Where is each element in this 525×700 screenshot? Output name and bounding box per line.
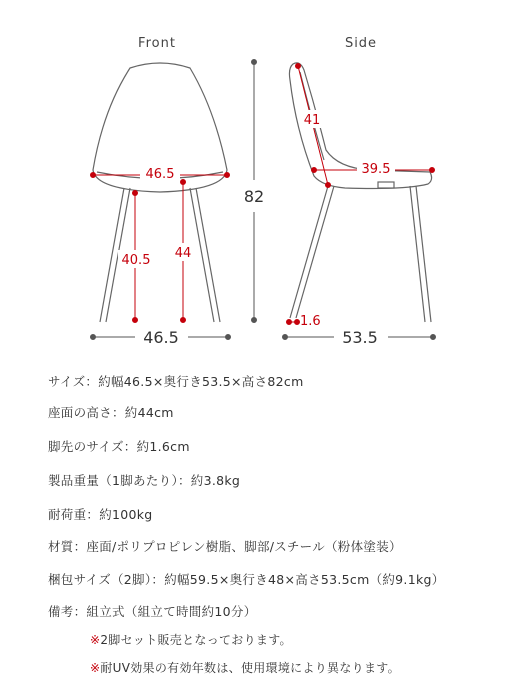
side-view-label: Side — [344, 36, 378, 51]
spec-material: 材質：座面/ポリプロピレン樹脂、脚部/スチール（粉体塗装） — [48, 539, 402, 554]
spec-package-size: 梱包サイズ（2脚）：約幅59.5×奥行き48×高さ53.5cm（約9.1kg） — [48, 572, 445, 587]
front-leg-height-dot-bottom — [133, 318, 138, 323]
front-red-dimensions — [91, 173, 230, 323]
note-set-sale — [90, 631, 292, 648]
side-total-depth-label: 53.5 — [342, 328, 378, 347]
note-text: 2脚セット販売となっております。 — [100, 633, 292, 647]
front-leg-height-dot-top — [133, 191, 138, 196]
side-red-dimensions — [287, 64, 435, 325]
front-seat-width-label: 46.5 — [145, 167, 175, 182]
front-total-width-label: 46.5 — [143, 328, 179, 347]
side-leg-front-2 — [296, 186, 334, 318]
front-leg-right-outer — [196, 188, 220, 322]
side-seat-bracket — [378, 182, 394, 188]
front-seat-width-dot-right — [225, 173, 230, 178]
spec-weight: 製品重量（1脚あたり）：約3.8kg — [48, 473, 241, 488]
front-seat-height-dot-bottom — [181, 318, 186, 323]
spec-remarks: 備考：組立式（組立て時間約10分） — [48, 604, 257, 619]
front-seat-width-dot-left — [91, 173, 96, 178]
front-seat-height-label: 44 — [174, 246, 192, 261]
spec-load-capacity: 耐荷重：約100kg — [48, 507, 153, 522]
note-uv — [90, 659, 400, 676]
side-foot-size-label: 1.6 — [300, 314, 321, 329]
front-chair-drawing — [93, 63, 227, 322]
side-leg-front-1 — [290, 186, 328, 318]
total-height-label: 82 — [243, 187, 265, 206]
note-mark: ※ — [90, 633, 101, 647]
spec-foot-size: 脚先のサイズ：約1.6cm — [48, 439, 190, 454]
side-seat-depth-label: 39.5 — [361, 162, 391, 177]
front-seat-height-dot-top — [181, 180, 186, 185]
side-leg-back-1 — [410, 186, 425, 322]
spec-seat-height: 座面の高さ：約44cm — [48, 405, 174, 420]
side-chair-drawing — [289, 63, 431, 322]
note-mark: ※ — [90, 661, 101, 675]
side-back-height-label: 41 — [303, 113, 321, 128]
side-leg-back-2 — [416, 186, 431, 322]
note-text: 耐UV効果の有効年数は、使用環境により異なります。 — [100, 661, 400, 675]
front-leg-height-label: 40.5 — [121, 253, 151, 268]
spec-size: サイズ：約幅46.5×奥行き53.5×高さ82cm — [48, 374, 304, 389]
front-view-label: Front — [138, 36, 176, 51]
